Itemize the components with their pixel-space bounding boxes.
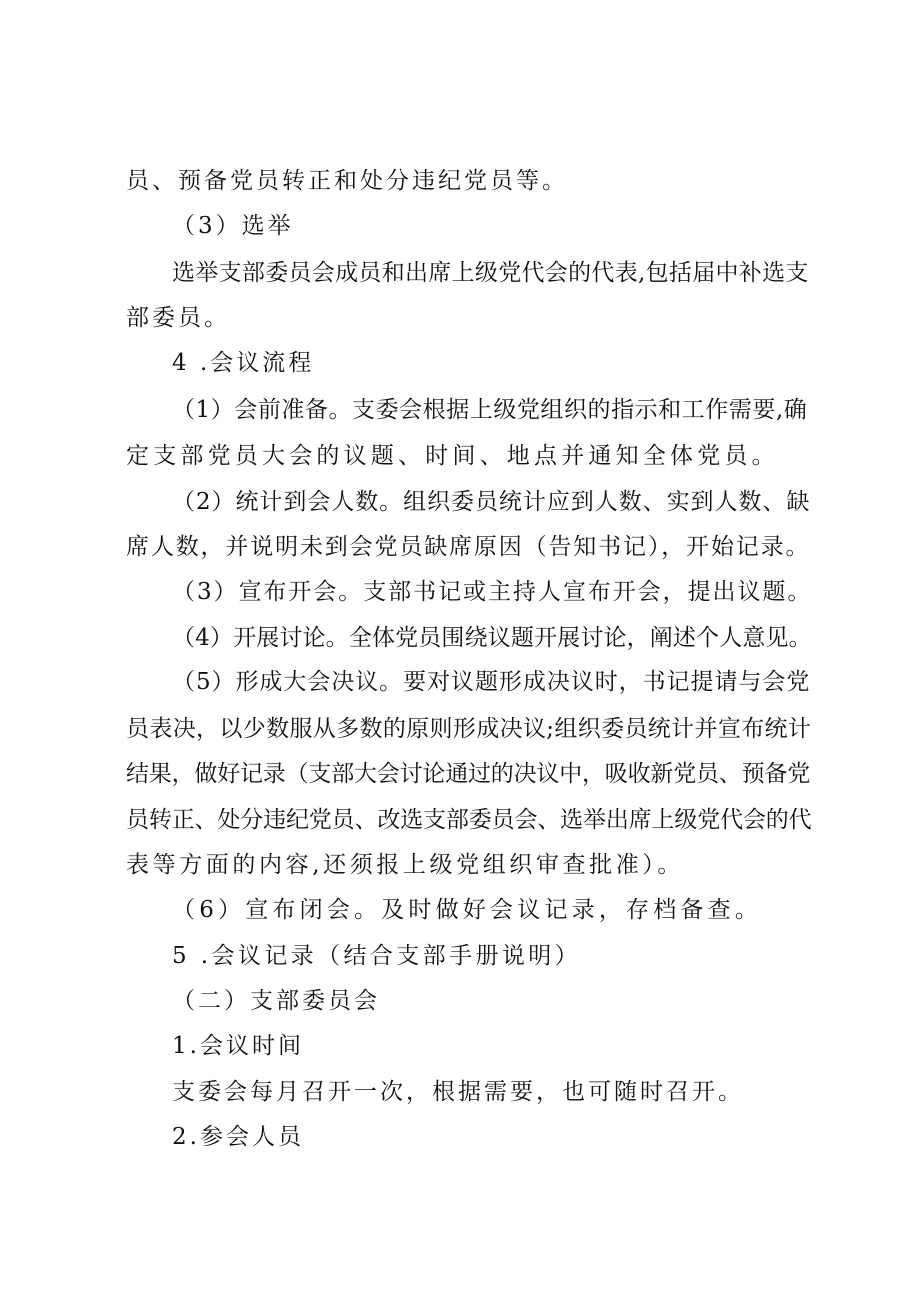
section-heading: 1.会议时间	[172, 1033, 304, 1059]
subsection-heading: （二）支部委员会	[172, 988, 380, 1014]
text-line: 支委会每月召开一次，根据需要，也可随时召开。	[172, 1079, 744, 1105]
subsection-heading: （3）选举	[172, 213, 294, 239]
text-line: 定支部党员大会的议题、时间、地点并通知全体党员。	[126, 443, 779, 469]
text-line: 席人数，并说明未到会党员缺席原因（告知书记），开始记录。	[126, 534, 811, 560]
text-line: 员表决，以少数服从多数的原则形成决议;组织委员统计并宣布统计	[126, 716, 812, 742]
text-line: （3）宣布开会。支部书记或主持人宣布开会，提出议题。	[172, 579, 813, 605]
text-line: （6）宣布闭会。及时做好会议记录，存档备查。	[172, 897, 763, 923]
text-line: 表等方面的内容,还须报上级党组织审查批准）。	[126, 852, 685, 878]
text-line: 员、预备党员转正和处分违纪党员等。	[126, 168, 568, 194]
text-line: （2）统计到会人数。组织委员统计应到人数、实到人数、缺	[172, 489, 811, 515]
section-heading: 5 .会议记录（结合支部手册说明）	[172, 943, 582, 969]
text-line: 结果，做好记录（支部大会讨论通过的决议中，吸收新党员、预备党	[126, 761, 811, 787]
text-line: （4）开展讨论。全体党员围绕议题开展讨论，阐述个人意见。	[172, 625, 812, 651]
text-line: 部委员。	[126, 305, 230, 331]
text-line: （1）会前准备。支委会根据上级党组织的指示和工作需要,确	[172, 397, 808, 423]
section-heading: 2.参会人员	[172, 1124, 304, 1150]
text-line: （5）形成大会决议。要对议题形成决议时，书记提请与会党	[172, 669, 811, 695]
text-line: 员转正、处分违纪党员、改选支部委员会、选举出席上级党代会的代	[126, 807, 812, 833]
section-heading: 4 .会议流程	[172, 350, 315, 376]
text-line: 选举支部委员会成员和出席上级党代会的代表,包括届中补选支	[172, 260, 809, 286]
